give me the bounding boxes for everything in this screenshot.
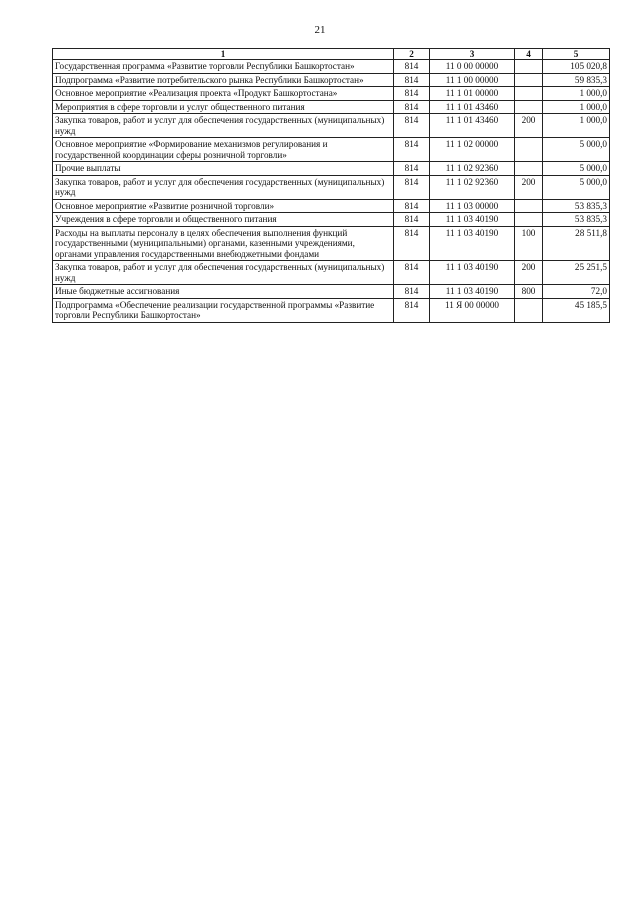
table-row (53, 285, 610, 299)
row-target-code-cell: 11 1 02 00000 (430, 138, 515, 162)
table-row (53, 87, 610, 101)
row-expense-type-cell (515, 87, 543, 101)
row-name-cell: Основное мероприятие «Формирование механизмов регулирования и государственной координации сферы розничной торговли» (53, 138, 394, 162)
header-col-4: 4 (515, 49, 543, 60)
table-row (53, 175, 610, 199)
row-admin-code-cell: 814 (394, 199, 430, 213)
row-amount-cell: 25 251,5 (543, 261, 610, 285)
table-row (53, 199, 610, 213)
row-admin-code-cell: 814 (394, 175, 430, 199)
row-target-code-cell: 11 1 01 43460 (430, 100, 515, 114)
table-row (53, 100, 610, 114)
row-amount-cell: 1 000,0 (543, 100, 610, 114)
table-row (53, 60, 610, 74)
row-expense-type-cell (515, 60, 543, 74)
table-row (53, 138, 610, 162)
row-name-cell: Мероприятия в сфере торговли и услуг общественного питания (53, 100, 394, 114)
row-admin-code-cell: 814 (394, 213, 430, 227)
row-admin-code-cell: 814 (394, 100, 430, 114)
row-admin-code-cell: 814 (394, 87, 430, 101)
header-col-2: 2 (394, 49, 430, 60)
row-amount-cell: 28 511,8 (543, 226, 610, 261)
row-target-code-cell: 11 1 01 43460 (430, 114, 515, 138)
row-target-code-cell: 11 1 02 92360 (430, 175, 515, 199)
table-row (53, 213, 610, 227)
row-name-cell: Расходы на выплаты персоналу в целях обеспечения выполнения функций государственными (муниципальными) органами, казенными учреждениями, органами управления государственными внебюджетными фондами (53, 226, 394, 261)
row-expense-type-cell (515, 199, 543, 213)
row-amount-cell: 5 000,0 (543, 175, 610, 199)
row-name-cell: Государственная программа «Развитие торговли Республики Башкортостан» (53, 60, 394, 74)
row-admin-code-cell: 814 (394, 73, 430, 87)
header-col-5: 5 (543, 49, 610, 60)
row-amount-cell: 53 835,3 (543, 199, 610, 213)
row-expense-type-cell (515, 162, 543, 176)
row-target-code-cell: 11 1 03 00000 (430, 199, 515, 213)
table-row (53, 162, 610, 176)
row-admin-code-cell: 814 (394, 162, 430, 176)
row-name-cell: Закупка товаров, работ и услуг для обеспечения государственных (муниципальных) нужд (53, 261, 394, 285)
row-expense-type-cell (515, 100, 543, 114)
row-target-code-cell: 11 1 01 00000 (430, 87, 515, 101)
page-number: 21 (314, 24, 326, 36)
row-expense-type-cell: 800 (515, 285, 543, 299)
row-name-cell: Иные бюджетные ассигнования (53, 285, 394, 299)
row-admin-code-cell: 814 (394, 114, 430, 138)
row-expense-type-cell (515, 213, 543, 227)
row-admin-code-cell: 814 (394, 226, 430, 261)
row-admin-code-cell: 814 (394, 60, 430, 74)
row-name-cell: Учреждения в сфере торговли и общественного питания (53, 213, 394, 227)
table-row (53, 226, 610, 261)
row-expense-type-cell: 200 (515, 175, 543, 199)
table-row (53, 73, 610, 87)
row-admin-code-cell: 814 (394, 285, 430, 299)
row-amount-cell: 5 000,0 (543, 162, 610, 176)
table-row (53, 298, 610, 322)
row-admin-code-cell: 814 (394, 261, 430, 285)
row-admin-code-cell: 814 (394, 138, 430, 162)
row-amount-cell: 53 835,3 (543, 213, 610, 227)
row-target-code-cell: 11 1 03 40190 (430, 213, 515, 227)
row-admin-code-cell: 814 (394, 298, 430, 322)
row-amount-cell: 59 835,3 (543, 73, 610, 87)
header-col-1: 1 (53, 49, 394, 60)
header-col-3: 3 (430, 49, 515, 60)
row-expense-type-cell (515, 73, 543, 87)
row-amount-cell: 45 185,5 (543, 298, 610, 322)
row-expense-type-cell: 200 (515, 114, 543, 138)
row-name-cell: Основное мероприятие «Реализация проекта «Продукт Башкортостана» (53, 87, 394, 101)
row-expense-type-cell: 100 (515, 226, 543, 261)
row-name-cell: Подпрограмма «Обеспечение реализации государственной программы «Развитие торговли Республики Башкортостан» (53, 298, 394, 322)
row-name-cell: Закупка товаров, работ и услуг для обеспечения государственных (муниципальных) нужд (53, 175, 394, 199)
row-target-code-cell: 11 0 00 00000 (430, 60, 515, 74)
row-amount-cell: 5 000,0 (543, 138, 610, 162)
row-name-cell: Прочие выплаты (53, 162, 394, 176)
row-expense-type-cell: 200 (515, 261, 543, 285)
budget-table (52, 48, 610, 323)
row-name-cell: Закупка товаров, работ и услуг для обеспечения государственных (муниципальных) нужд (53, 114, 394, 138)
table-row (53, 261, 610, 285)
row-target-code-cell: 11 Я 00 00000 (430, 298, 515, 322)
row-target-code-cell: 11 1 00 00000 (430, 73, 515, 87)
row-target-code-cell: 11 1 03 40190 (430, 285, 515, 299)
table-row (53, 114, 610, 138)
row-expense-type-cell (515, 298, 543, 322)
row-amount-cell: 105 020,8 (543, 60, 610, 74)
row-name-cell: Подпрограмма «Развитие потребительского рынка Республики Башкортостан» (53, 73, 394, 87)
row-target-code-cell: 11 1 02 92360 (430, 162, 515, 176)
table-header-row (53, 49, 610, 60)
row-name-cell: Основное мероприятие «Развитие розничной торговли» (53, 199, 394, 213)
row-amount-cell: 72,0 (543, 285, 610, 299)
table-body (53, 60, 610, 323)
row-target-code-cell: 11 1 03 40190 (430, 226, 515, 261)
row-amount-cell: 1 000,0 (543, 87, 610, 101)
row-amount-cell: 1 000,0 (543, 114, 610, 138)
row-target-code-cell: 11 1 03 40190 (430, 261, 515, 285)
row-expense-type-cell (515, 138, 543, 162)
